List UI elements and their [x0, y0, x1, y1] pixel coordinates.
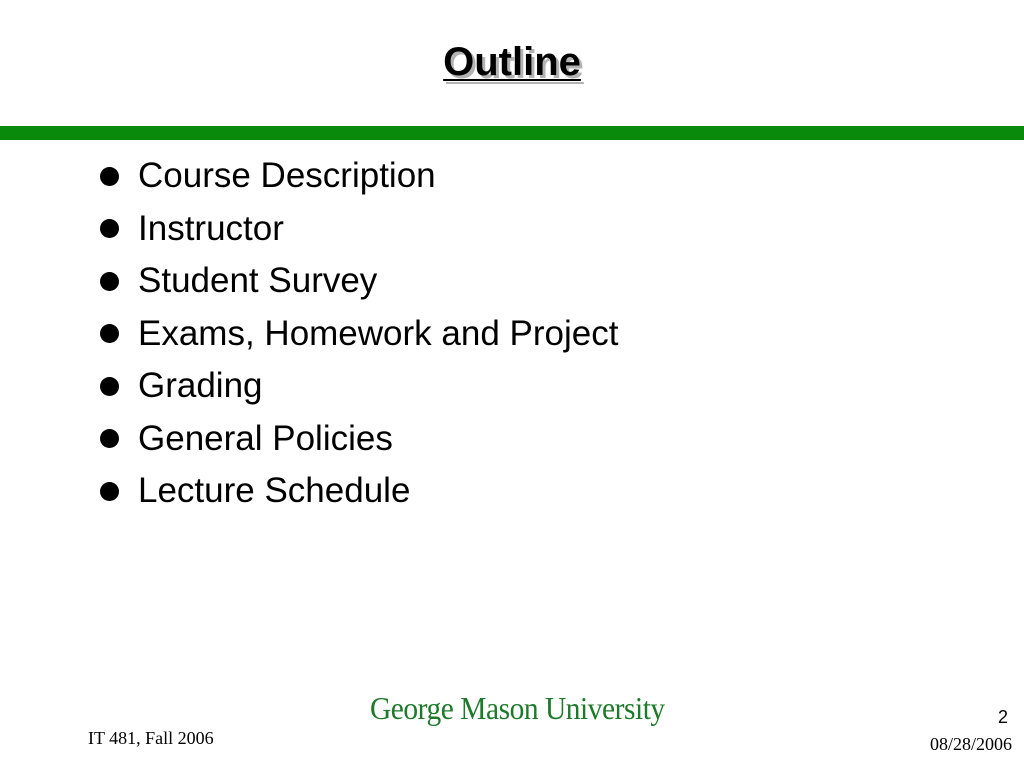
bullet-text: Exams, Homework and Project — [138, 313, 619, 353]
title-divider — [0, 126, 1024, 140]
bullet-text: Student Survey — [138, 261, 378, 301]
list-item — [100, 203, 618, 256]
footer-course-label: IT 481, Fall 2006 — [88, 728, 214, 748]
bullet-text: Lecture Schedule — [138, 471, 411, 511]
bullet-icon — [100, 377, 119, 396]
page-number: 2 — [997, 707, 1008, 727]
list-item — [100, 413, 618, 466]
bullet-text: Instructor — [138, 208, 284, 248]
footer-date: 08/28/2006 — [929, 734, 1012, 754]
bullet-text: Grading — [138, 366, 263, 406]
bullet-text: Course Description — [138, 156, 436, 196]
list-item — [100, 308, 618, 361]
bullet-icon — [100, 219, 119, 238]
bullet-icon — [100, 167, 119, 186]
list-item — [100, 255, 618, 308]
bullet-text: General Policies — [138, 418, 393, 458]
bullet-icon — [100, 272, 119, 291]
list-item — [100, 465, 618, 518]
university-logo: George Mason University — [370, 690, 665, 726]
bullet-icon — [100, 482, 119, 501]
bullet-icon — [100, 324, 119, 343]
list-item — [100, 360, 618, 413]
bullet-list — [100, 150, 618, 518]
bullet-icon — [100, 429, 119, 448]
slide-title: Outline — [443, 40, 581, 84]
list-item — [100, 150, 618, 203]
